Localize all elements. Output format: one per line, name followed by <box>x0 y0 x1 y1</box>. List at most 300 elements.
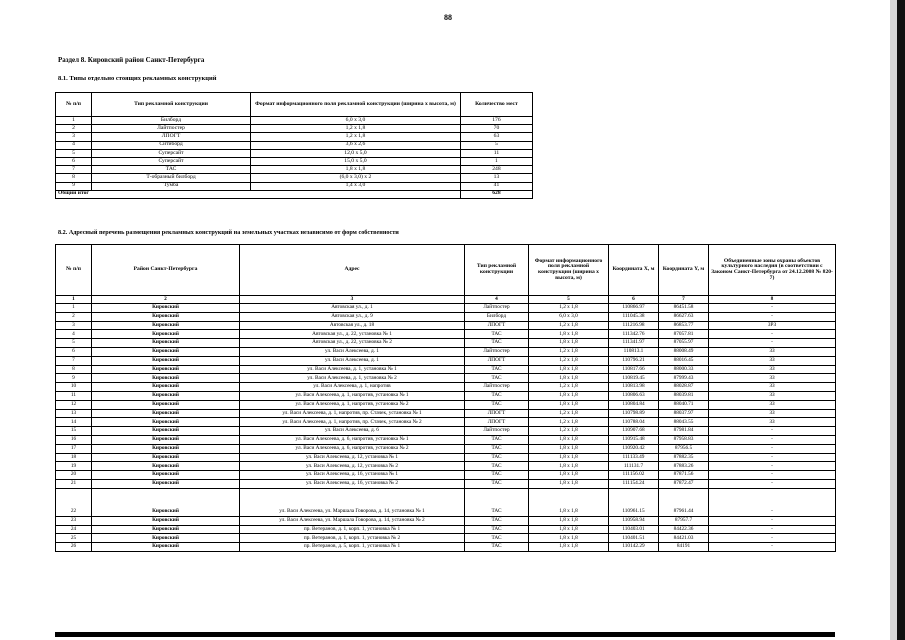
addr-cell-district: Кировский <box>92 330 240 339</box>
types-cell-type: Лайтпостер <box>92 125 251 133</box>
table-row <box>56 125 533 133</box>
table-row <box>56 321 836 330</box>
addr-cell-address: ул. Васи Алексеева, д. 1, напротив, пр. Стачек, установка № 1 <box>240 409 465 418</box>
types-cell-count: 13 <box>460 174 532 182</box>
addr-cell-format: 1,8 x 1,8 <box>529 488 609 516</box>
types-cell-format: 1,8 x 1,8 <box>251 166 461 174</box>
addr-cell-district: Кировский <box>92 471 240 480</box>
addr-cell-x: 110813.98 <box>609 383 659 392</box>
addr-cell-y: 87999.43 <box>659 374 709 383</box>
addr-cell-y: 87981.84 <box>659 427 709 436</box>
addr-cell-address: ул. Васи Алексеева, д. 16, установка № 2 <box>240 479 465 488</box>
addr-cell-y: 88043.55 <box>659 418 709 427</box>
addr-cell-address: ул. Васи Алексеева, д. 1, установка № 2 <box>240 374 465 383</box>
addr-cell-district: Кировский <box>92 321 240 330</box>
types-cell-format: 1,2 x 1,8 <box>251 133 461 141</box>
column-number: 5 <box>529 296 609 304</box>
addr-cell-district: Кировский <box>92 525 240 534</box>
addr-cell-district: Кировский <box>92 488 240 516</box>
table-row <box>56 479 836 488</box>
table-row <box>56 141 533 149</box>
addr-cell-y: 88037.97 <box>659 409 709 418</box>
addr-cell-type: ЛПОГТ <box>465 321 529 330</box>
addr-cell-zones: - <box>709 462 836 471</box>
address-table <box>55 244 836 552</box>
types-col-type: Тип рекламной конструкции <box>92 93 251 117</box>
addr-cell-num: 16 <box>56 435 92 444</box>
addr-cell-zones: ЗЗ <box>709 391 836 400</box>
types-cell-format: (6,0 x 3,0) x 2 <box>251 174 461 182</box>
types-total-value: 628 <box>460 190 532 198</box>
addr-cell-address: ул. Васи Алексеева, д. 12, установка № 1 <box>240 453 465 462</box>
subsection-title-addresses: 8.2. Адресный перечень размещения рекламных конструкций на земельных участках независимо от форм собственности <box>58 229 399 236</box>
addr-cell-num: 26 <box>56 543 92 552</box>
addr-cell-num: 6 <box>56 347 92 356</box>
table-row <box>56 488 836 516</box>
address-table-header <box>56 245 836 296</box>
addr-cell-type: ТАС <box>465 435 529 444</box>
addr-cell-district: Кировский <box>92 383 240 392</box>
addr-cell-district: Кировский <box>92 391 240 400</box>
addr-cell-x: 110798.89 <box>609 409 659 418</box>
addr-col-x: Координата X, м <box>609 245 659 296</box>
addr-cell-type: ТАС <box>465 374 529 383</box>
addr-col-address: Адрес <box>240 245 465 296</box>
addr-cell-district: Кировский <box>92 339 240 348</box>
addr-cell-district: Кировский <box>92 462 240 471</box>
addr-cell-y: 86627.63 <box>659 312 709 321</box>
addr-col-type: Тип рекламной конструкции <box>465 245 529 296</box>
types-cell-type: ТАС <box>92 166 251 174</box>
column-number: 1 <box>56 296 92 304</box>
addr-cell-type: ЛПОГТ <box>465 356 529 365</box>
addr-cell-address: ул. Васи Алексеева, д. 16, установка № 1 <box>240 471 465 480</box>
addr-cell-type: Билборд <box>465 312 529 321</box>
types-cell-type: Т-образный билборд <box>92 174 251 182</box>
addr-cell-num: 13 <box>56 409 92 418</box>
addr-cell-num: 11 <box>56 391 92 400</box>
types-cell-count: 1 <box>460 157 532 165</box>
table-row <box>56 365 836 374</box>
addr-cell-format: 1,8 x 1,8 <box>529 453 609 462</box>
types-cell-type: Суперсайт <box>92 157 251 165</box>
addr-cell-type: ТАС <box>465 365 529 374</box>
addr-cell-x: 110796.21 <box>609 356 659 365</box>
table-row <box>56 339 836 348</box>
addr-col-zones: Объединенные зоны охраны объектов культурного наследия (в соответствии с Законом Санкт-Петербурга от 24.12.2008 № 820-7) <box>709 245 836 296</box>
addr-cell-type: Лайтпостер <box>465 427 529 436</box>
addr-cell-x: 111133.49 <box>609 453 659 462</box>
addr-cell-zones: - <box>709 488 836 516</box>
addr-cell-format: 1,8 x 1,8 <box>529 444 609 453</box>
addr-cell-format: 1,2 x 1,8 <box>529 427 609 436</box>
table-row <box>56 347 836 356</box>
addr-cell-type: Лайтпостер <box>465 383 529 392</box>
addr-cell-num: 2 <box>56 312 92 321</box>
table-row <box>56 471 836 480</box>
column-number-row <box>56 296 836 304</box>
addr-cell-address: ул. Васи Алексеева, д. 1, установка № 1 <box>240 365 465 374</box>
addr-cell-format: 1,8 x 1,8 <box>529 543 609 552</box>
addr-cell-zones: ЗЗ <box>709 409 836 418</box>
addr-cell-x: 110788.04 <box>609 418 659 427</box>
addr-cell-district: Кировский <box>92 312 240 321</box>
addr-cell-y: 86853.77 <box>659 321 709 330</box>
addr-cell-format: 1,2 x 1,8 <box>529 321 609 330</box>
addr-cell-y: 87055.97 <box>659 339 709 348</box>
addr-cell-district: Кировский <box>92 453 240 462</box>
addr-cell-address: ул. Васи Алексеева, ул. Маршала Говорова, д. 14, установка № 2 <box>240 516 465 525</box>
addr-cell-num: 25 <box>56 534 92 543</box>
addr-cell-type: ТАС <box>465 516 529 525</box>
addr-cell-zones: - <box>709 304 836 313</box>
types-cell-count: 176 <box>460 117 532 125</box>
table-row <box>56 330 836 339</box>
types-cell-format: 6,0 x 3,0 <box>251 117 461 125</box>
types-cell-num: 5 <box>56 149 92 157</box>
addr-cell-address: Автовская ул., д. 9 <box>240 312 465 321</box>
addr-cell-type: ТАС <box>465 479 529 488</box>
types-cell-count: 248 <box>460 166 532 174</box>
addr-cell-x: 111154.24 <box>609 479 659 488</box>
addr-cell-zones: ЗЗ <box>709 418 836 427</box>
types-cell-num: 9 <box>56 182 92 190</box>
types-cell-format: 1,2 x 1,8 <box>251 125 461 133</box>
column-number: 8 <box>709 296 836 304</box>
addr-col-format: Формат информационного поля рекламной конструкции (ширина х высота, м) <box>529 245 609 296</box>
addr-cell-x: 110142.29 <box>609 543 659 552</box>
addr-cell-district: Кировский <box>92 400 240 409</box>
table-row <box>56 174 533 182</box>
addr-cell-y: 84422.36 <box>659 525 709 534</box>
table-row <box>56 409 836 418</box>
addr-cell-x: 111342.76 <box>609 330 659 339</box>
addr-cell-address: ул. Васи Алексеева, д. 1, напротив, пр. Стачек, установка № 2 <box>240 418 465 427</box>
types-cell-count: 63 <box>460 133 532 141</box>
types-cell-type: Суперсайт <box>92 149 251 157</box>
table-row <box>56 462 836 471</box>
types-table-header <box>56 93 533 117</box>
addr-cell-address: ул. Васи Алексеева, ул. Маршала Говорова, д. 14, установка № 1 <box>240 488 465 516</box>
addr-cell-x: 110813.1 <box>609 347 659 356</box>
table-row <box>56 149 533 157</box>
types-cell-format: 3,6 x 2,6 <box>251 141 461 149</box>
types-cell-count: 70 <box>460 125 532 133</box>
types-cell-num: 3 <box>56 133 92 141</box>
addr-cell-district: Кировский <box>92 365 240 374</box>
addr-cell-num: 4 <box>56 330 92 339</box>
addr-cell-y: 87961.44 <box>659 488 709 516</box>
addr-cell-type: ТАС <box>465 444 529 453</box>
types-col-num: № п/п <box>56 93 92 117</box>
page-bottom-rule <box>55 632 835 637</box>
table-row <box>56 400 836 409</box>
addr-cell-x: 110804.84 <box>609 400 659 409</box>
addr-cell-zones: - <box>709 479 836 488</box>
addr-cell-format: 1,2 x 1,8 <box>529 383 609 392</box>
types-cell-num: 7 <box>56 166 92 174</box>
addr-cell-y: 86451.58 <box>659 304 709 313</box>
addr-cell-num: 3 <box>56 321 92 330</box>
table-row <box>56 525 836 534</box>
addr-cell-num: 20 <box>56 471 92 480</box>
addr-cell-x: 110817.66 <box>609 365 659 374</box>
addr-cell-format: 1,8 x 1,8 <box>529 391 609 400</box>
addr-cell-type: ТАС <box>465 462 529 471</box>
addr-cell-district: Кировский <box>92 444 240 453</box>
addr-cell-format: 6,0 x 3,0 <box>529 312 609 321</box>
types-cell-type: Ситиборд <box>92 141 251 149</box>
addr-cell-type: ТАС <box>465 391 529 400</box>
column-number: 6 <box>609 296 659 304</box>
addr-cell-format: 1,8 x 1,8 <box>529 471 609 480</box>
addr-cell-num: 14 <box>56 418 92 427</box>
addr-cell-y: 87871.56 <box>659 471 709 480</box>
types-table <box>55 92 533 199</box>
table-row <box>56 444 836 453</box>
addr-cell-district: Кировский <box>92 347 240 356</box>
addr-cell-address: ул. Васи Алексеева, д. 6, напротив, установка № 1 <box>240 435 465 444</box>
addr-cell-address: пр. Ветеранов, д. 1, корп. 1, установка № 2 <box>240 534 465 543</box>
addr-cell-district: Кировский <box>92 409 240 418</box>
addr-cell-zones: ЗЗ <box>709 365 836 374</box>
addr-cell-num: 17 <box>56 444 92 453</box>
page-number: 88 <box>444 13 452 22</box>
addr-cell-address: ул. Васи Алексеева, д. 6 <box>240 427 465 436</box>
addr-cell-x: 110961.15 <box>609 488 659 516</box>
addr-cell-district: Кировский <box>92 543 240 552</box>
types-col-format: Формат информационного поля рекламной конструкции (ширина х высота, м) <box>251 93 461 117</box>
addr-cell-address: Автовская ул., д. 18 <box>240 321 465 330</box>
addr-cell-x: 110907.68 <box>609 427 659 436</box>
types-cell-count: 11 <box>460 149 532 157</box>
addr-cell-address: ул. Васи Алексеева, д. 1, напротив, установка № 2 <box>240 400 465 409</box>
addr-cell-num: 21 <box>56 479 92 488</box>
addr-cell-num: 18 <box>56 453 92 462</box>
addr-cell-type: ЛПОГТ <box>465 418 529 427</box>
types-cell-type: ЛПОГТ <box>92 133 251 141</box>
addr-cell-zones: - <box>709 427 836 436</box>
addr-cell-format: 1,2 x 1,8 <box>529 418 609 427</box>
table-row <box>56 304 836 313</box>
addr-cell-zones: - <box>709 453 836 462</box>
addr-cell-zones: - <box>709 330 836 339</box>
addr-cell-zones: ЗЗ <box>709 347 836 356</box>
addr-cell-zones: ЗЗ <box>709 356 836 365</box>
types-col-count: Количество мест <box>460 93 532 117</box>
addr-cell-y: 87956.5 <box>659 444 709 453</box>
addr-cell-format: 1,8 x 1,8 <box>529 339 609 348</box>
types-cell-num: 2 <box>56 125 92 133</box>
addr-col-district: Район Санкт-Петербурга <box>92 245 240 296</box>
addr-cell-num: 12 <box>56 400 92 409</box>
addr-cell-format: 1,2 x 1,8 <box>529 356 609 365</box>
table-row <box>56 516 836 525</box>
addr-cell-type: ТАС <box>465 471 529 480</box>
addr-cell-y: 87883.26 <box>659 462 709 471</box>
addr-cell-format: 1,8 x 1,8 <box>529 525 609 534</box>
addr-cell-address: Автовская ул., д. 22, установка № 1 <box>240 330 465 339</box>
types-cell-num: 4 <box>56 141 92 149</box>
types-cell-format: 15,0 x 5,0 <box>251 157 461 165</box>
addr-cell-y: 87872.47 <box>659 479 709 488</box>
addr-cell-format: 1,8 x 1,8 <box>529 435 609 444</box>
addr-cell-num: 5 <box>56 339 92 348</box>
addr-cell-x: 110819.45 <box>609 374 659 383</box>
table-row <box>56 427 836 436</box>
addr-cell-format: 1,8 x 1,8 <box>529 534 609 543</box>
address-table-body <box>56 296 836 552</box>
addr-cell-type: ТАС <box>465 543 529 552</box>
addr-cell-district: Кировский <box>92 356 240 365</box>
addr-cell-address: пр. Ветеранов, д. 1, корп. 1, установка № 1 <box>240 525 465 534</box>
addr-cell-x: 111045.38 <box>609 312 659 321</box>
types-table-body <box>56 117 533 199</box>
addr-cell-x: 111341.97 <box>609 339 659 348</box>
addr-cell-zones: - <box>709 444 836 453</box>
addr-cell-x: 110958.94 <box>609 516 659 525</box>
addr-cell-district: Кировский <box>92 427 240 436</box>
addr-cell-y: 88039.81 <box>659 391 709 400</box>
addr-cell-format: 1,2 x 1,8 <box>529 347 609 356</box>
addr-cell-x: 110403.01 <box>609 525 659 534</box>
types-cell-num: 6 <box>56 157 92 165</box>
addr-cell-num: 19 <box>56 462 92 471</box>
addr-cell-x: 111131.7 <box>609 462 659 471</box>
addr-cell-district: Кировский <box>92 479 240 488</box>
addr-cell-address: ул. Васи Алексеева, д. 6, напротив, установка № 2 <box>240 444 465 453</box>
addr-cell-num: 8 <box>56 365 92 374</box>
addr-cell-zones: ЗЗ <box>709 400 836 409</box>
types-cell-num: 8 <box>56 174 92 182</box>
column-number: 4 <box>465 296 529 304</box>
addr-cell-district: Кировский <box>92 418 240 427</box>
table-row <box>56 534 836 543</box>
addr-cell-y: 84191 <box>659 543 709 552</box>
addr-cell-y: 87957.7 <box>659 516 709 525</box>
addr-cell-zones: - <box>709 543 836 552</box>
addr-cell-y: 88016.45 <box>659 356 709 365</box>
table-row <box>56 435 836 444</box>
addr-cell-type: ЛПОГТ <box>465 409 529 418</box>
addr-cell-type: ТАС <box>465 400 529 409</box>
addr-cell-y: 88008.49 <box>659 347 709 356</box>
addr-cell-type: ТАС <box>465 330 529 339</box>
subsection-title-types: 8.1. Типы отдельно стоящих рекламных конструкций <box>58 75 217 82</box>
addr-cell-address: Автовская ул., д. 1 <box>240 304 465 313</box>
types-total-row <box>56 190 533 198</box>
addr-cell-address: ул. Васи Алексеева, д. 1, напротив, установка № 1 <box>240 391 465 400</box>
addr-cell-zones: - <box>709 312 836 321</box>
addr-cell-x: 111156.02 <box>609 471 659 480</box>
table-row <box>56 157 533 165</box>
types-cell-format: 1,4 x 3,0 <box>251 182 461 190</box>
addr-cell-address: Автовская ул., д. 22, установка № 2 <box>240 339 465 348</box>
addr-cell-type: ТАС <box>465 534 529 543</box>
addr-cell-address: ул. Васи Алексеева, д. 12, установка № 2 <box>240 462 465 471</box>
addr-cell-y: 88040.71 <box>659 400 709 409</box>
table-row <box>56 117 533 125</box>
addr-cell-type: ТАС <box>465 339 529 348</box>
addr-cell-type: Лайтпостер <box>465 304 529 313</box>
addr-cell-address: ул. Васи Алексеева, д. 1 <box>240 347 465 356</box>
addr-cell-type: ТАС <box>465 453 529 462</box>
table-row <box>56 182 533 190</box>
table-row <box>56 312 836 321</box>
addr-cell-y: 88028.87 <box>659 383 709 392</box>
addr-cell-format: 1,8 x 1,8 <box>529 479 609 488</box>
addr-cell-district: Кировский <box>92 435 240 444</box>
column-number: 3 <box>240 296 465 304</box>
types-total-label: Общий итог <box>56 190 461 198</box>
addr-cell-y: 87057.81 <box>659 330 709 339</box>
table-row <box>56 453 836 462</box>
column-number: 2 <box>92 296 240 304</box>
addr-cell-num: 22 <box>56 488 92 516</box>
addr-cell-y: 87882.35 <box>659 453 709 462</box>
addr-cell-format: 1,8 x 1,8 <box>529 462 609 471</box>
addr-col-num: № п/п <box>56 245 92 296</box>
table-row <box>56 383 836 392</box>
table-row <box>56 166 533 174</box>
addr-cell-zones: - <box>709 339 836 348</box>
types-cell-count: 41 <box>460 182 532 190</box>
addr-cell-x: 110401.51 <box>609 534 659 543</box>
addr-cell-num: 7 <box>56 356 92 365</box>
addr-cell-address: ул. Васи Алексеева, д. 1 <box>240 356 465 365</box>
addr-cell-num: 15 <box>56 427 92 436</box>
addr-cell-x: 111216.98 <box>609 321 659 330</box>
addr-cell-format: 1,8 x 1,8 <box>529 516 609 525</box>
scan-edge-dark <box>897 0 905 640</box>
addr-cell-format: 1,8 x 1,8 <box>529 374 609 383</box>
addr-cell-district: Кировский <box>92 516 240 525</box>
addr-cell-format: 1,2 x 1,8 <box>529 409 609 418</box>
table-row <box>56 418 836 427</box>
addr-cell-zones: - <box>709 534 836 543</box>
addr-cell-type: ТАС <box>465 525 529 534</box>
types-cell-count: 5 <box>460 141 532 149</box>
types-cell-num: 1 <box>56 117 92 125</box>
addr-cell-district: Кировский <box>92 534 240 543</box>
addr-cell-zones: ЗЗ <box>709 374 836 383</box>
table-row <box>56 391 836 400</box>
addr-cell-x: 110866.97 <box>609 304 659 313</box>
table-row <box>56 543 836 552</box>
addr-cell-zones: - <box>709 471 836 480</box>
addr-cell-zones: - <box>709 516 836 525</box>
table-row <box>56 133 533 141</box>
addr-cell-num: 1 <box>56 304 92 313</box>
addr-cell-format: 1,8 x 1,8 <box>529 330 609 339</box>
addr-cell-y: 88000.33 <box>659 365 709 374</box>
types-cell-type: Билборд <box>92 117 251 125</box>
section-title: Раздел 8. Кировский район Санкт-Петербурга <box>58 56 205 64</box>
addr-cell-y: 87958.83 <box>659 435 709 444</box>
addr-cell-num: 9 <box>56 374 92 383</box>
addr-cell-num: 24 <box>56 525 92 534</box>
addr-cell-district: Кировский <box>92 304 240 313</box>
column-number: 7 <box>659 296 709 304</box>
addr-cell-district: Кировский <box>92 374 240 383</box>
addr-cell-x: 110920.42 <box>609 444 659 453</box>
addr-cell-y: 84421.03 <box>659 534 709 543</box>
addr-cell-x: 110915.48 <box>609 435 659 444</box>
addr-cell-address: ул. Васи Алексеева, д. 1, напротив <box>240 383 465 392</box>
addr-cell-zones: - <box>709 525 836 534</box>
addr-cell-format: 1,8 x 1,8 <box>529 400 609 409</box>
addr-cell-num: 10 <box>56 383 92 392</box>
